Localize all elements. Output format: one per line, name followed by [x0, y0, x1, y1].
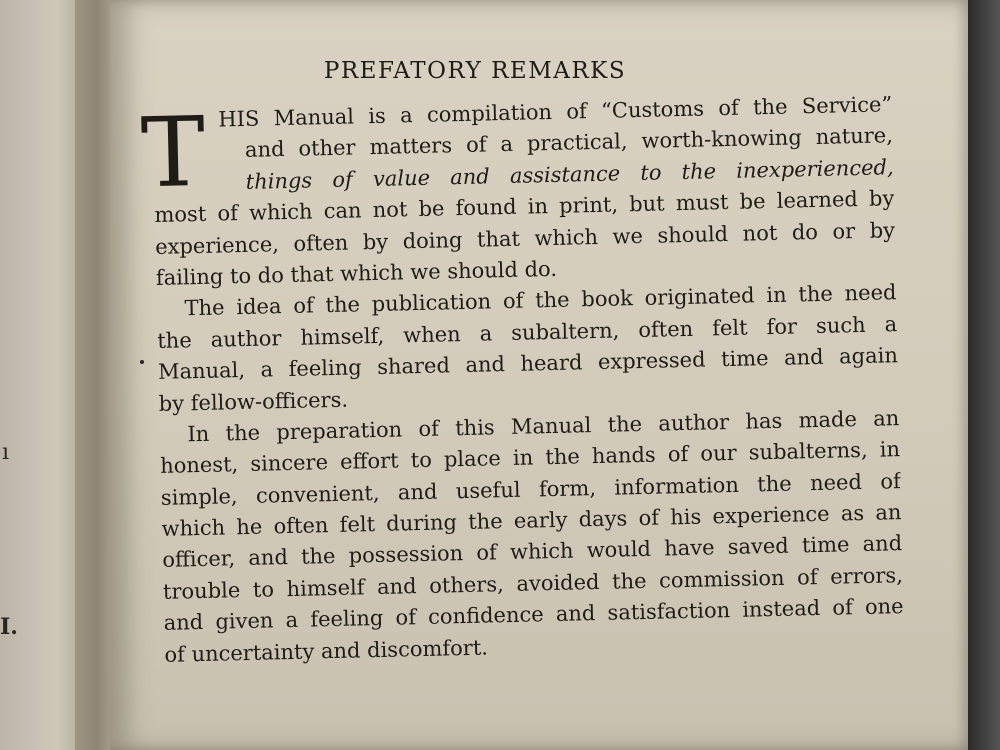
paragraph-3: [159, 403, 905, 671]
paragraph-2: [156, 278, 899, 420]
text-line: Manual, a feeling shared and heard expressed time and again: [157, 343, 899, 385]
text-line: and given a feeling of confidence and satisfaction instead of one: [163, 594, 904, 636]
text-line: things of value and assistance to the inexperienced,: [245, 154, 894, 194]
text-line: trouble to himself and others, avoided the commission of errors,: [162, 562, 904, 604]
background-edge: [968, 0, 1000, 750]
text-line: of uncertainty and discomfort.: [164, 635, 489, 667]
text-line: In the preparation of this Manual the author has made an: [187, 406, 900, 447]
text-line: failing to do that which we should do.: [155, 256, 558, 290]
text-line: The idea of the publication of the book originated in the need: [184, 280, 897, 321]
text-line: experience, often by doing that which we should not do or by: [154, 217, 896, 259]
text-line: simple, convenient, and useful form, information the need of: [160, 468, 901, 510]
body-text: [139, 89, 905, 671]
page-title: PREFATORY REMARKS: [323, 58, 627, 84]
text-line: officer, and the possession of which would have saved time and: [162, 531, 903, 573]
paragraph-1: [152, 89, 896, 294]
text-line: HIS Manual is a compilation of “Customs of the Service”: [218, 92, 893, 132]
text-line: and other matters of a practical, worth-knowing nature,: [244, 123, 894, 163]
stray-mark: [140, 360, 144, 364]
text-line: honest, sincere effort to place in the hands of our subalterns, in: [159, 437, 901, 479]
text-line: most of which can not be found in print, but must be learned by: [154, 186, 895, 228]
text-line: the author himself, when a subaltern, often felt for such a: [157, 311, 898, 353]
drop-cap: T: [139, 95, 207, 210]
left-page-fragment: ı: [2, 440, 10, 465]
text-line: which he often felt during the early days of his experience as an: [161, 500, 902, 541]
left-page-fragment: I.: [0, 614, 18, 640]
text-line: by fellow-officers.: [158, 387, 349, 416]
